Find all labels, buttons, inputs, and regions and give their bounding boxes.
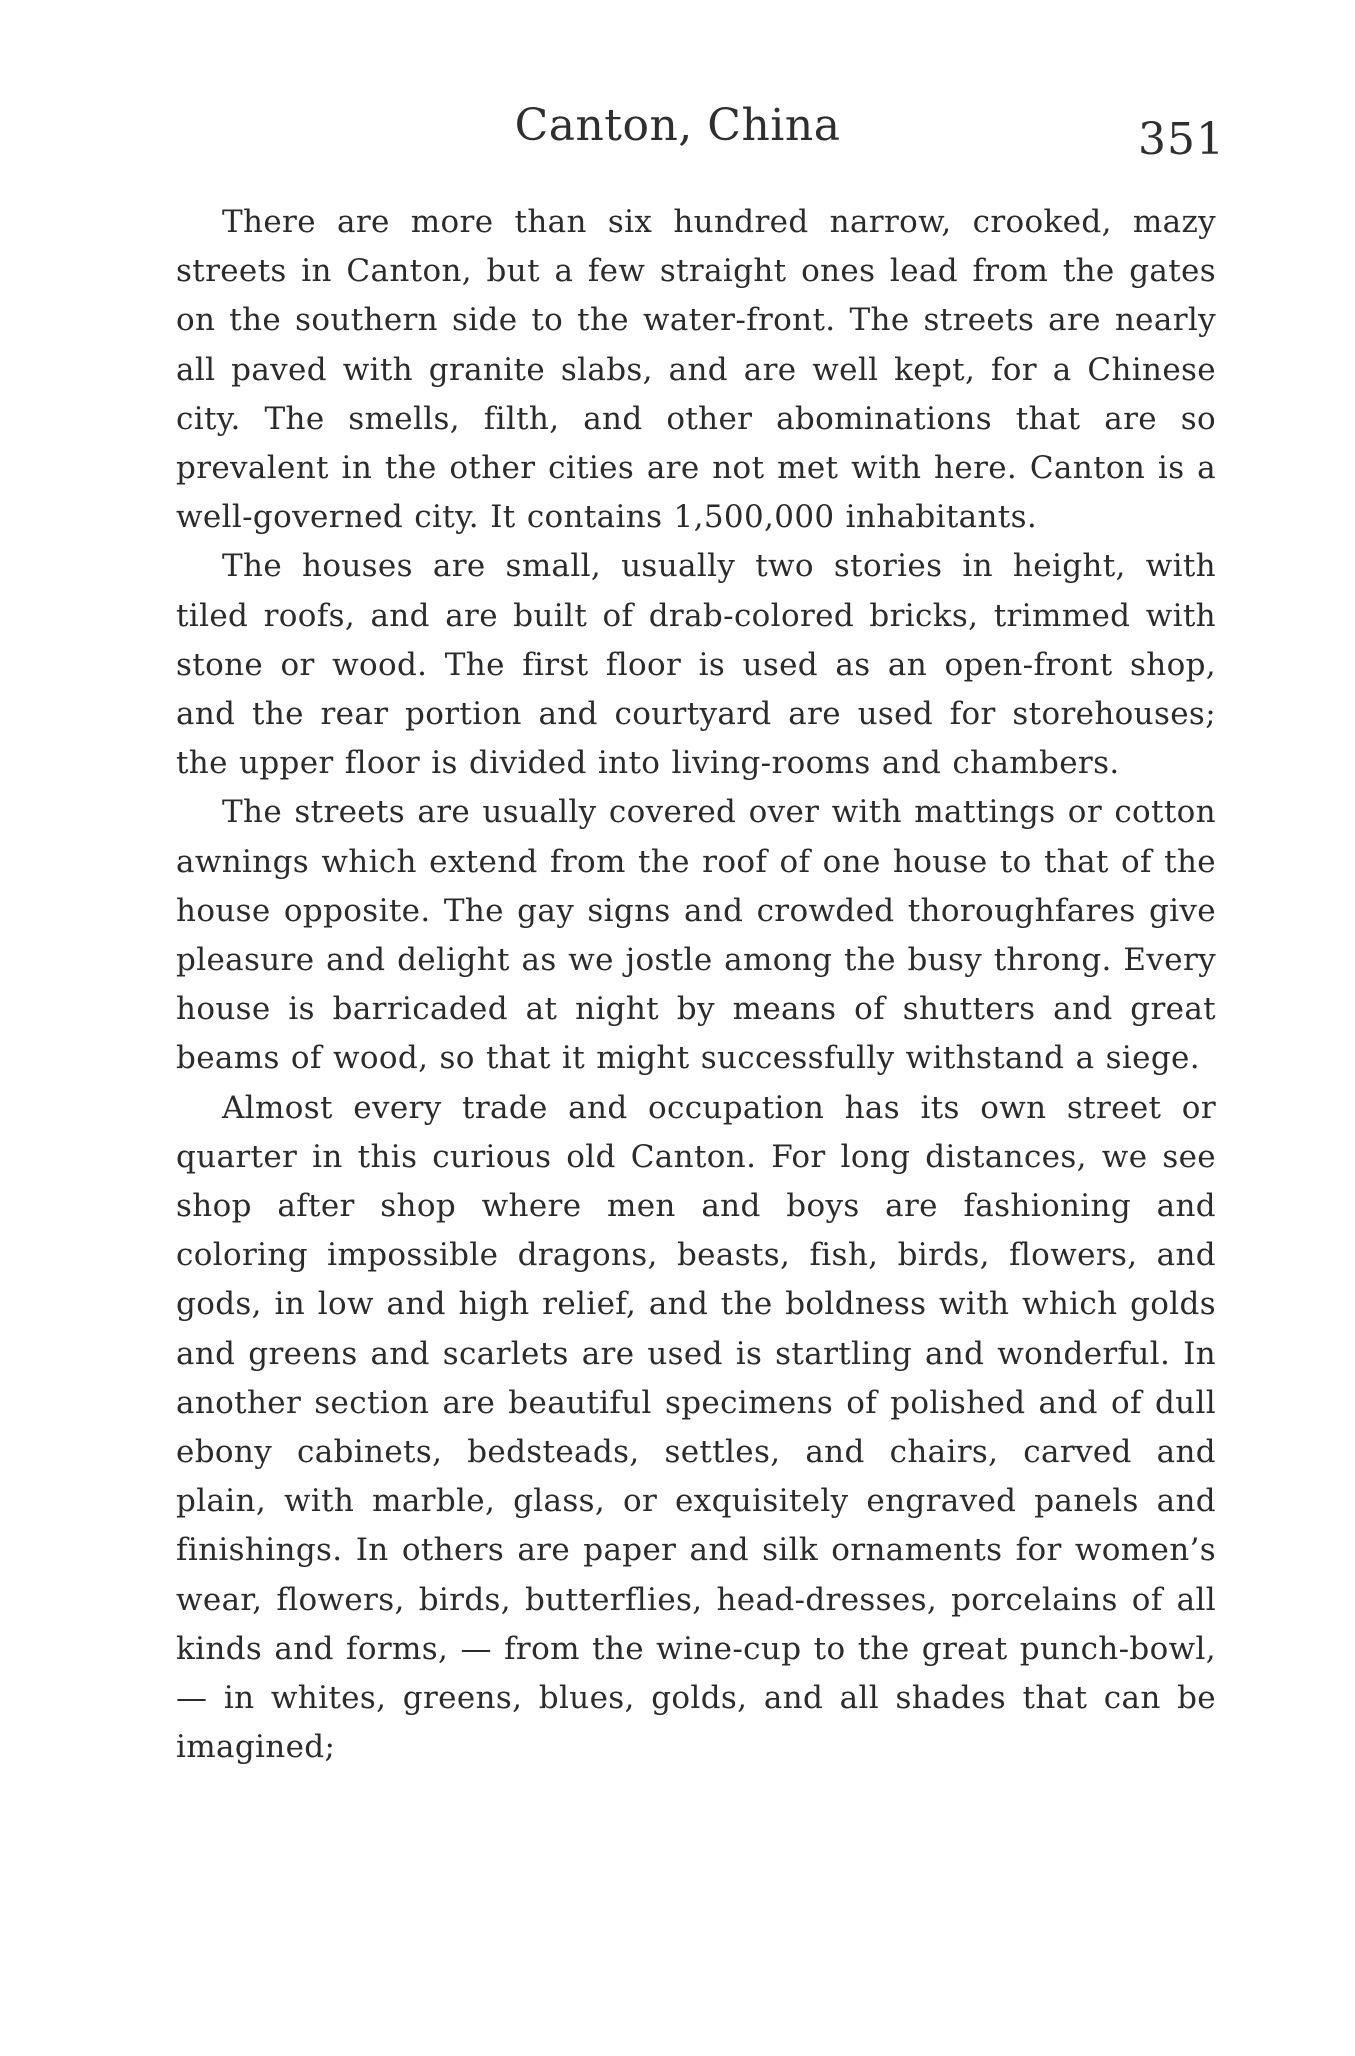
running-head xyxy=(0,100,1355,165)
paragraph-streets: There are more than six hundred narrow, crooked, mazy streets in Canton, but a few straight ones lead from the gates on the southern side to the water-front. The streets are nearly all paved with granite slabs, and are well kept, for a Chinese city. The smells, filth, and other abominations that are so prevalent in the other cities are not met with here. Canton is a well-governed city. It contains 1,500,000 inhabitants. xyxy=(176,204,1216,536)
paragraph-trades: Almost every trade and occupation has its own street or quarter in this curious old Canton. For long distances, we see shop after shop where men and boys are fashioning and coloring impossible dragons, beasts, fish, birds, flowers, and gods, in low and high relief, and the boldness with which golds and greens and scarlets are used is startling and wonderful. In another section are beautiful specimens of polished and of dull ebony cabinets, bedsteads, settles, and chairs, carved and plain, with marble, glass, or exquisitely engraved panels and finishings. In others are paper and silk ornaments for women’s wear, flowers, birds, butterflies, head-dresses, porcelains of all kinds and forms, — from the wine-cup to the great punch-bowl, — in whites, greens, blues, golds, and all shades that can be imagined; xyxy=(176,1089,1216,1766)
body-text xyxy=(176,198,1216,1773)
page-number: 351 xyxy=(1138,114,1225,165)
paragraph-awnings: The streets are usually covered over with mattings or cotton awnings which extend from the roof of one house to that of the house opposite. The gay signs and crowded thoroughfares give pleasure and delight as we jostle among the busy throng. Every house is barricaded at night by means of shutters and great beams of wood, so that it might successfully withstand a siege. xyxy=(176,794,1216,1077)
running-title: Canton, China xyxy=(514,100,841,151)
paragraph-houses: The houses are small, usually two stories in height, with tiled roofs, and are built of drab-colored bricks, trimmed with stone or wood. The first floor is used as an open-front shop, and the rear portion and courtyard are used for storehouses; the upper floor is divided into living-rooms and chambers. xyxy=(176,548,1216,782)
